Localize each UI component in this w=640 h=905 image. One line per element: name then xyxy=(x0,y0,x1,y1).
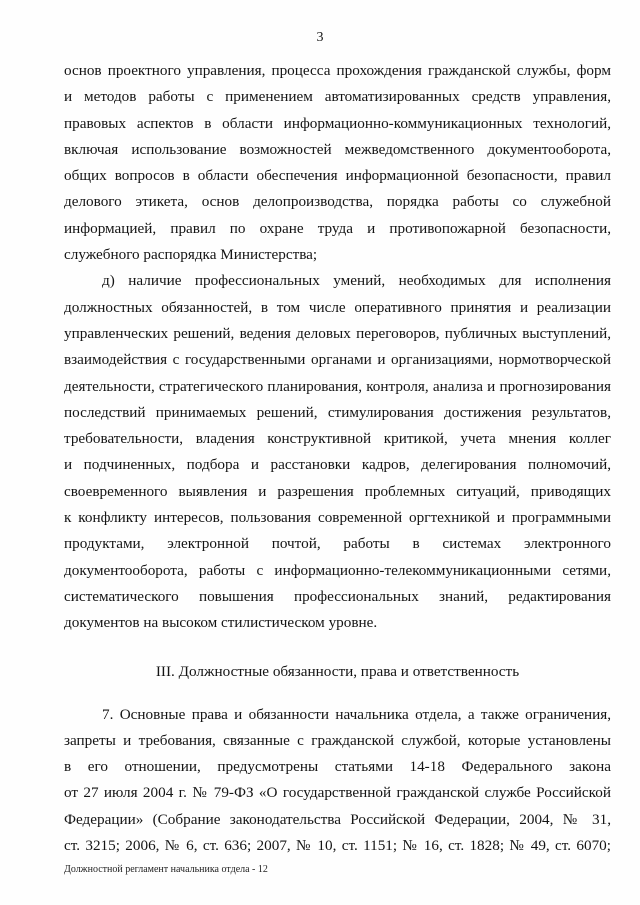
text-line: деятельности, стратегического планирования, контроля, анализа и прогнозирования xyxy=(64,377,611,395)
text-line: 7. Основные права и обязанности начальника отдела, а также ограничения, xyxy=(102,705,611,723)
text-line: делового этикета, основ делопроизводства, порядка работы со служебной xyxy=(64,193,611,211)
paragraph-skills xyxy=(64,268,611,636)
page-number: 3 xyxy=(316,30,324,45)
text-line: информацией, правил по охране труда и противопожарной безопасности, xyxy=(64,219,611,237)
text-line: к конфликту интересов, пользования современной оргтехникой и программными xyxy=(64,509,611,527)
document-body xyxy=(64,58,611,859)
text-line: последствий принимаемых решений, стимулирования достижения результатов, xyxy=(64,403,611,421)
text-line: служебного распорядка Министерства; xyxy=(64,246,318,264)
paragraph-rights-duties xyxy=(64,702,611,860)
text-line: правовых аспектов в области информационно-коммуникационных технологий, xyxy=(64,114,611,132)
text-line: должностных обязанностей, в том числе оперативного принятия и реализации xyxy=(64,298,611,316)
page-footer: Должностной регламент начальника отдела - 12 xyxy=(64,864,268,875)
section-heading: III. Должностные обязанности, права и ответственность xyxy=(155,662,520,680)
text-line: ст. 3215; 2006, № 6, ст. 636; 2007, № 10, ст. 1151; № 16, ст. 1828; № 49, ст. 6070; xyxy=(64,837,611,855)
text-line: документов на высоком стилистическом уровне. xyxy=(64,614,378,632)
text-line: требовательности, владения конструктивной критикой, учета мнения коллег xyxy=(64,430,611,448)
text-line: в его отношении, предусмотрены статьями 14-18 Федерального закона xyxy=(64,758,611,776)
text-line: своевременного выявления и разрешения проблемных ситуаций, приводящих xyxy=(64,482,611,500)
text-line: от 27 июля 2004 г. № 79-ФЗ «О государственной гражданской службе Российской xyxy=(64,784,611,802)
text-line: запреты и требования, связанные с гражданской службой, которые установлены xyxy=(64,731,611,749)
text-line: д) наличие профессиональных умений, необходимых для исполнения xyxy=(102,272,611,290)
paragraph-knowledge-list xyxy=(64,58,611,268)
text-line: и подчиненных, подбора и расстановки кадров, делегирования полномочий, xyxy=(64,456,611,474)
text-line: включая использование возможностей межведомственного документооборота, xyxy=(64,140,611,158)
text-line: общих вопросов в области обеспечения информационной безопасности, правил xyxy=(64,167,611,185)
text-line: систематического повышения профессиональных знаний, редактирования xyxy=(64,587,611,605)
text-line: и методов работы с применением автоматизированных средств управления, xyxy=(64,88,611,106)
text-line: Федерации» (Собрание законодательства Российской Федерации, 2004, № 31, xyxy=(64,810,611,828)
text-line: управленческих решений, ведения деловых переговоров, публичных выступлений, xyxy=(64,324,611,342)
text-line: взаимодействия с государственными органами и организациями, нормотворческой xyxy=(64,351,611,369)
text-line: документооборота, работы с информационно-телекоммуникационными сетями, xyxy=(64,561,611,579)
text-line: основ проектного управления, процесса прохождения гражданской службы, форм xyxy=(64,62,611,79)
text-line: продуктами, электронной почтой, работы в системах электронного xyxy=(64,535,611,553)
